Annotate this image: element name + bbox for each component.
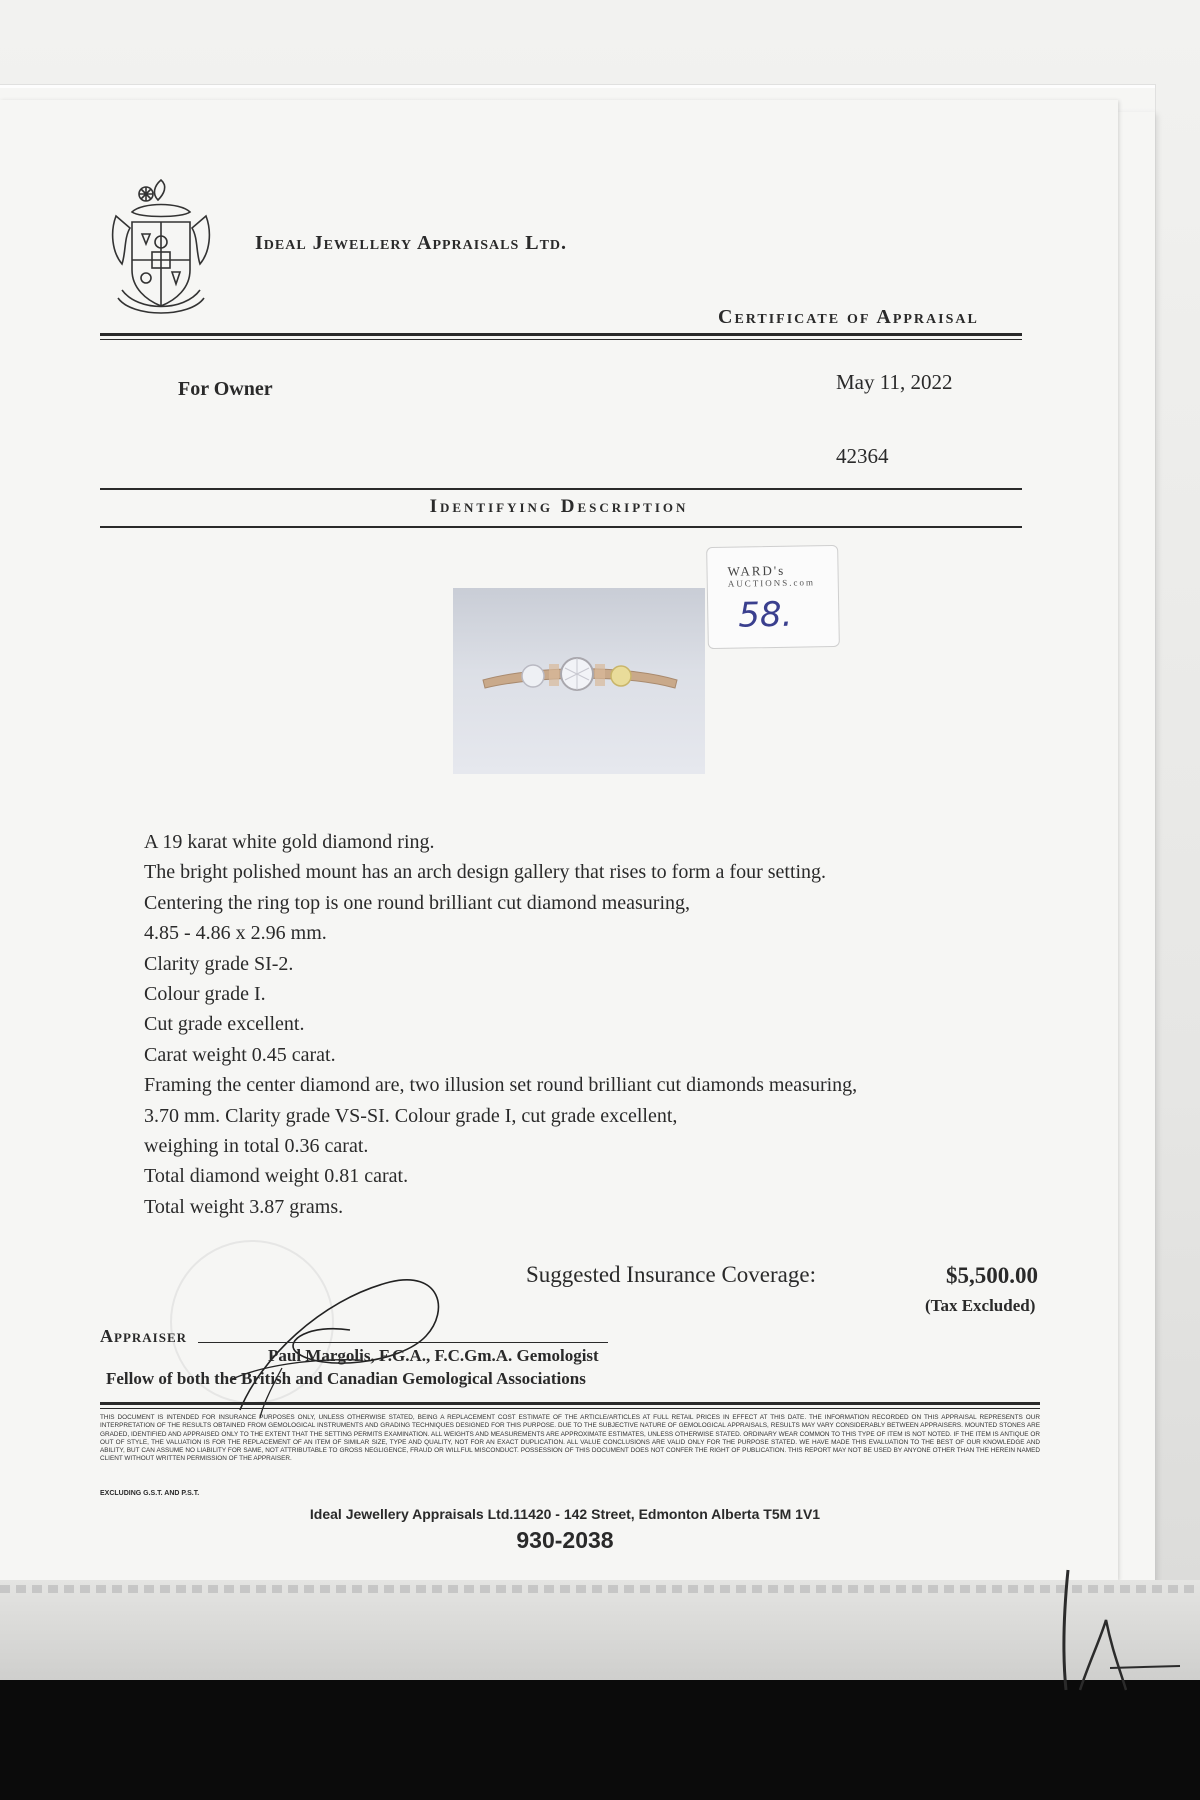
description-line: Colour grade I. [144, 983, 266, 1006]
description-line: The bright polished mount has an arch design gallery that rises to form a four setting. [144, 861, 827, 884]
description-line: 4.85 - 4.86 x 2.96 mm. [144, 922, 327, 945]
company-address: Ideal Jewellery Appraisals Ltd.11420 - 142 Street, Edmonton Alberta T5M 1V1 [309, 1506, 821, 1522]
header-divider [100, 333, 1022, 336]
description-line: Framing the center diamond are, two illusion set round brilliant cut diamonds measuring, [144, 1074, 858, 1097]
appraisal-date: May 11, 2022 [836, 370, 953, 394]
sleeve-bottom-edge [0, 1580, 1200, 1680]
insurance-label: Suggested Insurance Coverage: [526, 1262, 816, 1287]
tax-note: (Tax Excluded) [925, 1296, 1036, 1315]
description-line: 3.70 mm. Clarity grade VS-SI. Colour grade I, cut grade excellent, [144, 1104, 678, 1127]
company-name: Ideal Jewellery Appraisals Ltd. [255, 232, 568, 254]
auction-house-subtitle: AUCTIONS.com [727, 577, 816, 589]
description-line: Cut grade excellent. [144, 1013, 305, 1036]
insurance-amount: $5,500.00 [946, 1263, 1038, 1288]
section-divider-bottom [100, 526, 1022, 528]
description-line: Total weight 3.87 grams. [144, 1195, 344, 1218]
auction-lot-label [706, 545, 840, 649]
ring-photo [453, 588, 705, 774]
header-divider-thin [100, 339, 1022, 340]
item-description [144, 827, 857, 1222]
auction-house-name: WARD's [727, 562, 786, 579]
appraiser-label: Appraiser [100, 1326, 188, 1346]
description-line: Carat weight 0.45 carat. [144, 1043, 336, 1066]
footer-divider [100, 1402, 1040, 1405]
description-line: Centering the ring top is one round brilliant cut diamond measuring, [144, 891, 691, 914]
table-surface [0, 1680, 1200, 1800]
certificate-number: 42364 [836, 444, 889, 468]
appraiser-credentials: Fellow of both the British and Canadian Gemological Associations [106, 1369, 586, 1388]
appraiser-name: Paul Margolis, F.G.A., F.C.Gm.A. Gemologist [268, 1346, 599, 1365]
crest-logo [102, 172, 220, 322]
description-line: A 19 karat white gold diamond ring. [144, 831, 435, 853]
section-divider-top [100, 488, 1022, 490]
section-title: Identifying Description [429, 496, 689, 517]
company-phone: 930-2038 [516, 1527, 614, 1553]
description-line: Total diamond weight 0.81 carat. [144, 1165, 409, 1188]
footer-divider-thin [100, 1408, 1040, 1409]
for-owner-label: For Owner [178, 378, 273, 400]
lot-number: 58. [737, 594, 793, 636]
signature-line [198, 1342, 608, 1343]
appraiser-signature [200, 1240, 460, 1420]
sleeve-perforation [0, 1585, 1200, 1593]
tax-exclusion-note: EXCLUDING G.S.T. AND P.S.T. [100, 1490, 200, 1497]
description-line: weighing in total 0.36 carat. [144, 1135, 369, 1158]
description-line: Clarity grade SI-2. [144, 952, 294, 975]
watermark-logo [1050, 1560, 1200, 1700]
certificate-title: Certificate of Appraisal [718, 306, 979, 328]
legal-disclaimer: THIS DOCUMENT IS INTENDED FOR INSURANCE PURPOSES ONLY, UNLESS OTHERWISE STATED, BEING A REPLACEMENT COST ESTIMATE OF THE ARTICLE/ARTICLES AT FULL RETAIL PRICES IN EFFECT AT THIS DATE. THE INFORMATION RECORDED ON THIS APPRAISAL REPRESENTS OUR INTERPRETATION OF THE RESULTS OBTAINED FROM GEMOLOGICAL INSTRUMENTS AND GRADING TECHNIQUES DESIGNED FOR THIS PURPOSE. DUE TO THE SUBJECTIVE NATURE OF GEMOLOGICAL APPRAISALS, RESULTS MAY VARY CONSIDERABLY BETWEEN APPRAISERS. MOUNTED STONES ARE GRADED, IDENTIFIED AND APPRAISED ONLY TO THE EXTENT THAT THE SETTING PERMITS EXAMINATION. ALL WEIGHTS AND MEASUREMENTS ARE APPROXIMATE ESTIMATES, UNLESS OTHERWISE STATED. ORDINARY WEAR COMMON TO THIS TYPE OF ITEM IS NOT NOTED. IF THE ITEM IS ANTIQUE OR OUT OF STYLE, THE VALUATION IS FOR THE REPLACEMENT OF AN ITEM OF SIMILAR SIZE, TYPE AND QUALITY, NOT FOR AN EXACT DUPLICATION. ALL VALUE CONCLUSIONS ARE VALID ONLY FOR THE PURPOSE STATED. WE HAVE MADE THIS EVALUATION TO THE BEST OF OUR KNOWLEDGE AND ABILITY, BUT CAN ASSUME NO LIABILITY FOR SAME, NOT ATTRIBUTABLE TO GROSS NEGLIGENCE, FRAUD OR WILLFUL MISCONDUCT. POSSESSION OF THIS DOCUMENT DOES NOT CONFER THE RIGHT OF PUBLICATION. THIS REPORT MAY NOT BE USED BY ANYONE OTHER THAN THE HEREIN NAMED CLIENT WITHOUT WRITTEN PERMISSION OF THE APPRAISER. [100, 1414, 1040, 1463]
